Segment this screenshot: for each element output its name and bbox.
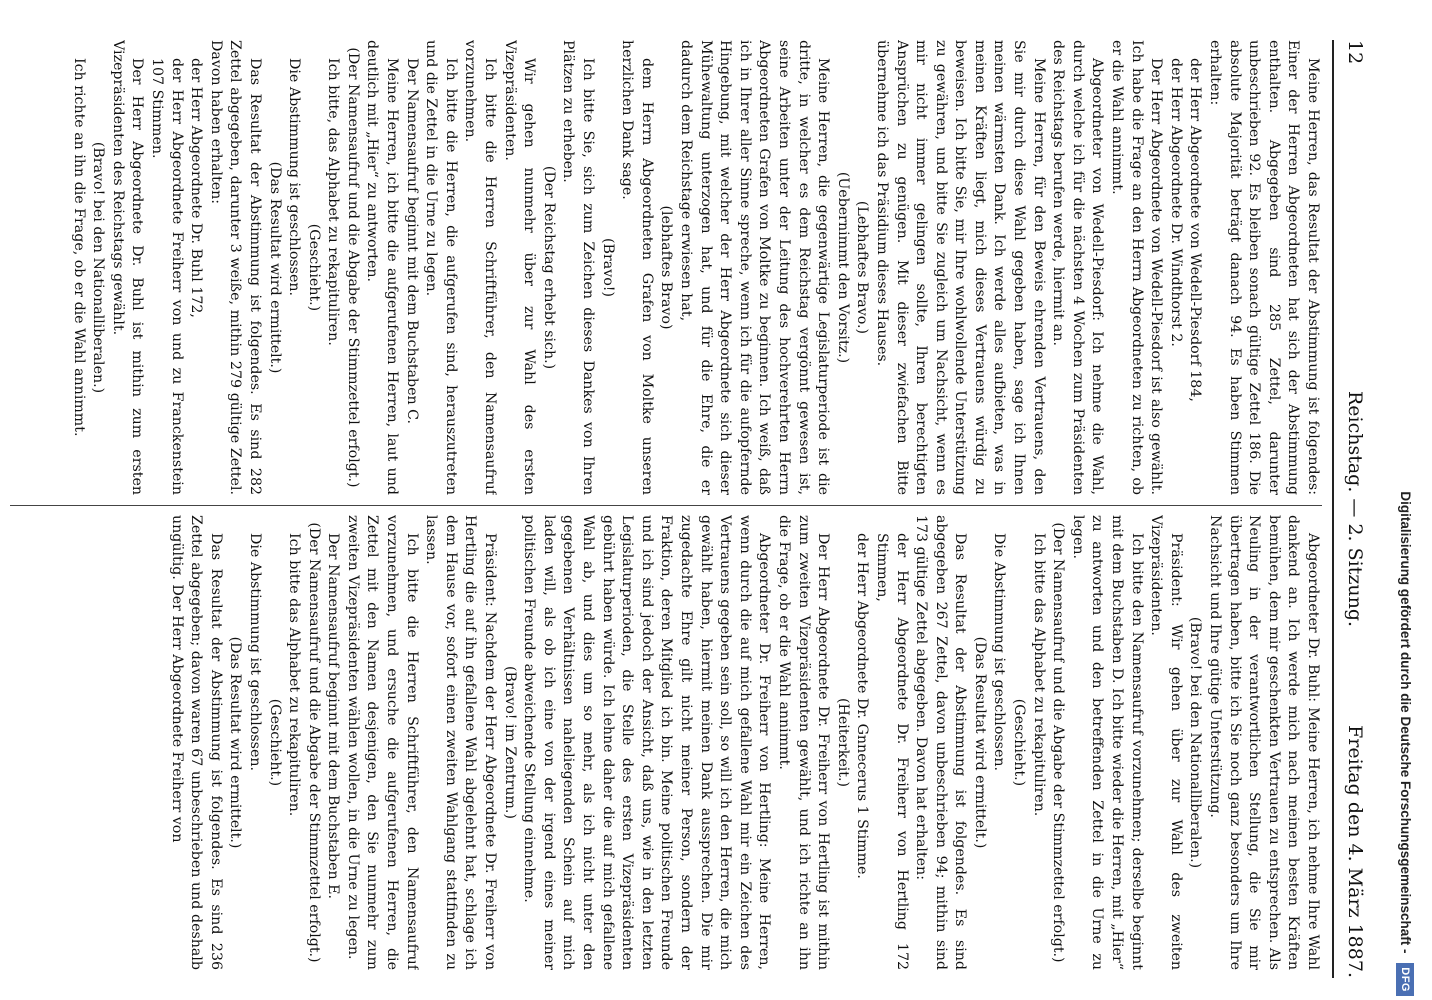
paragraph: (Geschieht.) [1011,698,1028,787]
paragraph: Ich bitte Sie, sich zum Zeichen dieses Dankes von Ihren Plätzen zu erheben. [560,40,597,495]
column-divider [10,505,1322,506]
paragraph: Die Abstimmung ist geschlossen. [286,58,303,296]
paragraph: Der Herr Abgeordnete von Wedell-Piesdorf ist also gewählt. Ich habe die Frage an den Herrn Abgeordneten zu richten, ob er die Wahl annimmt. [1109,40,1165,495]
paragraph: Präsident: Wir gehen über zur Wahl des zweiten Vizepräsidenten. [1148,515,1184,970]
paragraph: der Herr Abgeordnete von Wedell-Piesdorf 184, [1187,58,1204,402]
paragraph: der Herr Abgeordnete Freiherr von und zu Franckenstein 107 Stimmen. [148,58,185,495]
paragraph: (Uebernimmt den Vorsitz.) [834,171,851,364]
paragraph: (Bravo!) [599,238,616,297]
paragraph: (Bravo! im Zentrum.) [501,666,518,819]
paragraph: (Der Namensaufruf und die Abgabe der Stimmzettel erfolgt.) [1050,522,1067,963]
paragraph: (Der Namensaufruf und die Abgabe der Stimmzettel erfolgt.) [305,522,322,963]
paragraph: Der Namensaufruf beginnt mit dem Buchstaben C. [403,58,420,425]
paragraph: (Das Resultat wird ermittelt.) [266,161,283,374]
paragraph: Wir gehen nunmehr über zur Wahl des ersten Vizepräsidenten. [501,40,538,495]
paragraph: (Bravo! bei den Nationalliberalen.) [90,141,107,394]
paragraph: Präsident: Nachdem der Herr Abgeordnete Dr. Freiherr von Hertling die auf ihn gefallene Wahl abgelehnt hat, schlage ich dem Hause vor, sofort einen zweiten Wahlgang stattfinden zu lassen. [423,515,499,970]
paragraph: Ich bitte die Herren, die aufgerufen sind, herauszutreten und die Zettel in die Urne zu legen. [423,40,459,495]
page-header [1332,40,1374,978]
credit-text: Digitalisierung gefördert durch die Deutsche Forschungsgemeinschaft - [1398,491,1413,954]
paragraph: (Geschieht.) [266,698,283,787]
paragraph: (Bravo! bei den Nationalliberalen.) [1187,616,1204,869]
paragraph: Abgeordneter Dr. Buhl: Meine Herren, ich nehme Ihre Wahl dankend an. Ich werde mich nach meinen besten Kräften bemühen, dem mir geschenkten Vertrauen zu entsprechen. Als Neuling in der verantwortlichen Stellung, die Sie mir übertragen haben, bitte ich Sie noch ganz besonders um Ihre Nachsicht und Ihre gütige Unterstützung. [1207,515,1321,970]
digitization-credit [1390,4,1420,996]
paragraph: dem Herrn Abgeordneten Grafen von Moltke unseren herzlichen Dank sage. [619,40,655,495]
paragraph: Ich bitte, das Alphabet zu rekapituliren. [325,58,342,346]
paragraph: Das Resultat der Abstimmung ist folgendes. Es sind 236 Zettel abgegeben; davon waren 67 unbeschrieben und deshalb ungültig. Der Herr Abgeordnete Freiherr von [168,515,224,970]
paragraph: Der Herr Abgeordnete Dr. Buhl ist mithin zum ersten Vizepräsidenten des Reichstags gewählt. [109,40,146,495]
dfg-logo: DFG [1396,963,1414,996]
paragraph: Meine Herren, die gegenwärtige Legislaturperiode ist die dritte, in welcher es dem Reichstag vergönnt gewesen ist, seine Arbeiten unter der Leitung des hochverehrten Herrn Abgeordneten Grafen von Moltke zu beginnen. Ich weiß, daß ich in Ihrer aller Sinne spreche, wenn ich für die aufopfernde Hingebung, mit welcher der Herr Abgeordnete sich dieser Mühewaltung unterzogen hat, und für die Ehre, die er dadurch dem Reichstage erwiesen hat, [678,40,832,495]
paragraph: Die Abstimmung ist geschlossen. [246,533,263,771]
paragraph: Das Resultat der Abstimmung ist folgendes. Es sind 282 Zettel abgegeben, darunter 3 weiße, mithin 279 gültige Zettel. Davon haben erhalten: [207,40,263,495]
paragraph: (Der Reichstag erhebt sich.) [540,165,557,370]
paragraph: der Herr Abgeordnete Dr. Windthorst 2. [1167,58,1184,347]
paragraph: (Der Namensaufruf und die Abgabe der Stimmzettel erfolgt.) [344,47,361,488]
paragraph: Der Namensaufruf beginnt mit dem Buchstaben E. [325,533,342,900]
paragraph: Abgeordneter Dr. Freiherr von Hertling: Meine Herren, wenn durch die auf mich gefallene Wahl mir ein Zeichen des Vertrauens gegeben sein soll, so will ich den Herren, die mich gewählt haben, hiermit meinen Dank aussprechen. Die mir zugedachte Ehre gilt nicht meiner Person, sondern der Fraktion, deren Mitglied ich bin. Meine politischen Freunde und ich sind jedoch der Ansicht, daß uns, wie in den letzten Legislaturperioden, die Stelle des ersten Vizepräsidenten gebührt haben würde. Ich lehne daher die auf mich gefallene Wahl ab, und dies um so mehr, als ich nicht unter den gegebenen Verhältnissen naheliegenden Schein auf mich laden will, als ob ich eine von der irgend eines meiner politischen Freunde abweichende Stellung einnehme. [521,515,773,970]
paragraph: (Das Resultat wird ermittelt.) [971,636,988,849]
page-date: Freitag den 4. März 1887. [1344,725,1366,978]
paragraph: der Herr Abgeordnete Dr. Freiherr von Hertling 172 Stimmen, [873,533,910,970]
paragraph: Meine Herren, für den Beweis ehrenden Vertrauens, den Sie mir durch diese Wahl gegeben haben, sage ich Ihnen meinen wärmsten Dank. Ich werde alles aufbieten, was in meinen Kräften liegt, mich dieses Vertrauens würdig zu beweisen. Ich bitte Sie, mir Ihre wohlwollende Unterstützung zu gewähren, und bitte Sie zugleich um Nachsicht, wenn es mir nicht immer gelingen sollte, Ihren berechtigten Ansprüchen zu genügen. Mit dieser zwiefachen Bitte übernehme ich das Präsidium dieses Hauses. [873,40,1047,495]
paragraph: (Heiterkeit.) [834,698,851,787]
paragraph: Ich bitte das Alphabet zu rekapituliren. [286,533,303,817]
paragraph: (Lebhaftes Bravo.) [854,200,871,335]
page-number: 12 [1344,40,1366,65]
right-column [8,515,1322,970]
paragraph: Ich richte an ihn die Frage, ob er die Wahl annimmt. [70,58,87,437]
paragraph: Die Abstimmung ist geschlossen. [991,533,1008,771]
paragraph: der Herr Abgeordnete Dr. Gnnecerus 1 Stimme. [854,533,871,879]
paragraph: der Herr Abgeordnete Dr. Buhl 172, [188,58,205,318]
paragraph: Ich bitte die Herren Schriftführer, den Namensaufruf vorzunehmen. [462,40,499,495]
paragraph: (Das Resultat wird ermittelt.) [227,636,244,849]
left-column [8,40,1322,495]
paragraph: Ich bitte die Herren Schriftführer, den Namensaufruf vorzunehmen, und ersuche die aufgerufenen Herren, die Zettel mit den Namen desjenigen, den Sie nunmehr zum zweiten Vizepräsidenten wählen wollen, in die Urne zu legen. [344,515,420,970]
paragraph: (lebhaftes Bravo) [658,205,675,330]
paragraph: Meine Herren, das Resultat der Abstimmung ist folgendes: Einer der Herren Abgeordneten hat sich der Abstimmung enthalten. Abgegeben sind 285 Zettel, darunter unbeschrieben 92. Es bleiben sonach gültige Zettel 186. Die absolute Majorität beträgt danach 94. Es haben Stimmen erhalten: [1207,40,1321,495]
page-title: Reichstag. — 2. Sitzung. [1344,390,1366,628]
paragraph: (Geschieht.) [305,223,322,312]
paragraph: Ich bitte das Alphabet zu rekapituliren. [1030,533,1047,817]
paragraph: Meine Herren, ich bitte die aufgerufenen Herren, laut und deutlich mit „Hier“ zu antworten. [364,40,401,495]
paragraph: Das Resultat der Abstimmung ist folgendes. Es sind abgegeben 267 Zettel, davon unbeschrieben 94; mithin sind 173 gültige Zettel abgegeben. Davon hat erhalten: [913,515,969,970]
paragraph: Abgeordneter von Wedell-Piesdorf: Ich nehme die Wahl, durch welche ich für die nächsten 4 Wochen zum Präsidenten des Reichstags berufen werde, hiermit an. [1050,40,1106,495]
paragraph: Der Herr Abgeordnete Dr. Freiherr von Hertling ist mithin zum zweiten Vizepräsidenten gewählt, und ich richte an ihn die Frage, ob er die Wahl annimmt. [775,515,832,970]
paragraph: Ich bitte den Namensaufruf vorzunehmen; derselbe beginnt mit dem Buchstaben D. Ich bitte wieder die Herren, mit „Hier“ zu antworten und den betreffenden Zettel in die Urne zu legen. [1069,515,1145,970]
